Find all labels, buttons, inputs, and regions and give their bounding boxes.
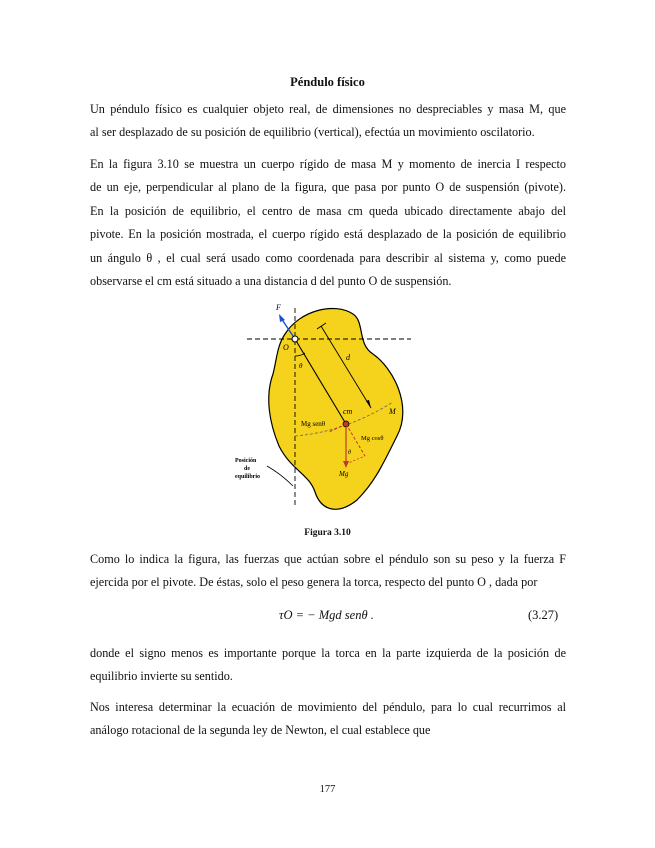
text-line: al ser desplazado de su posición de equilibrio (vertical), efectúa un movimiento oscilatorio. xyxy=(90,125,535,140)
label-mg-cos: Mg cosθ xyxy=(361,435,384,442)
text-line: observarse el cm está situado a una distancia d del punto O de suspensión. xyxy=(90,274,452,289)
label-theta: θ xyxy=(299,362,303,370)
label-d: d xyxy=(346,353,350,362)
physical-pendulum-figure xyxy=(225,296,425,518)
page-number: 177 xyxy=(319,784,336,795)
text-line: análogo rotacional de la segunda ley de Newton, el cual establece que xyxy=(90,723,431,738)
paragraph-figure-description xyxy=(90,153,566,293)
text-line: Como lo indica la figura, las fuerzas que actúan sobre el péndulo son su peso y la fuerza F xyxy=(90,552,566,566)
text-line: un ángulo θ , el cual será usado como coordenada para describir al sistema y, como puede xyxy=(90,250,566,265)
label-theta-small: θ xyxy=(348,450,351,456)
text-line: equilibrio invierte su sentido. xyxy=(90,669,233,684)
label-O: O xyxy=(283,343,289,352)
paragraph-forces xyxy=(90,548,566,595)
section-title: Péndulo físico xyxy=(290,75,365,89)
text-line: ejercida por el pivote. De éstas, solo el peso genera la torca, respecto del punto O , dada por xyxy=(90,575,538,590)
equilibrium-leader xyxy=(267,466,293,486)
text-line: En la figura 3.10 se muestra un cuerpo rígido de masa M y momento de inercia I respecto xyxy=(90,157,566,171)
text-line: pivote. En la posición mostrada, el cuerpo rígido está desplazado de la posición de equilibrio xyxy=(90,227,566,242)
figure-caption: Figura 3.10 xyxy=(304,528,351,538)
label-M: M xyxy=(389,407,396,416)
label-F: F xyxy=(276,303,281,312)
label-cm: cm xyxy=(343,407,353,416)
force-F-arrowhead xyxy=(279,314,285,322)
text-line: donde el signo menos es importante porque la torca en la parte izquierda de la posición de xyxy=(90,646,566,660)
paragraph-intro xyxy=(90,98,566,145)
equation-torque: τO = − Mgd senθ . xyxy=(279,608,374,622)
text-line: Nos interesa determinar la ecuación de movimiento del péndulo, para lo cual recurrimos al xyxy=(90,700,566,714)
label-equilibrio: equilibrio xyxy=(235,474,261,480)
label-posicion: Posición xyxy=(235,458,257,464)
pivot-O xyxy=(292,336,298,342)
equation-number: (3.27) xyxy=(528,608,559,622)
paragraph-newton xyxy=(90,696,566,743)
paragraph-sign xyxy=(90,642,566,689)
label-mg: Mg xyxy=(339,470,349,478)
text-line: de un eje, perpendicular al plano de la figura, que pasa por punto O de suspensión (pivote). xyxy=(90,180,566,195)
text-line: Un péndulo físico es cualquier objeto real, de dimensiones no despreciables y masa M, que xyxy=(90,102,566,116)
text-line: En la posición de equilibrio, el centro de masa cm queda ubicado directamente abajo del xyxy=(90,203,566,218)
label-de: de xyxy=(244,466,250,472)
label-mg-sen: Mg senθ xyxy=(301,420,326,428)
